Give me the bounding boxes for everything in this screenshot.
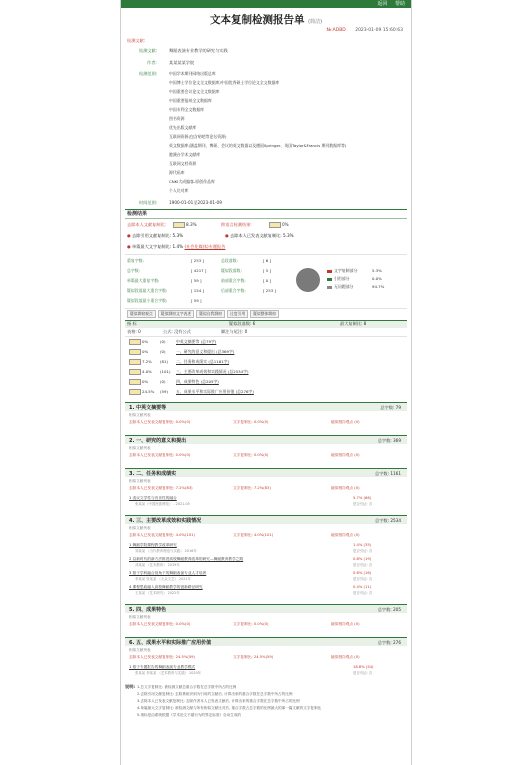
range-item: 中国学术期刊网络出版总库 [169, 71, 216, 76]
segment-row [129, 379, 219, 385]
time-label: 时间范围: [139, 200, 158, 205]
report-title-sub: (简洁) [308, 19, 323, 25]
range-item: 源代码库 [169, 170, 185, 175]
section-ratio: 文字复制比: 0.0%(0) [233, 420, 269, 424]
range-item: CNKI大成编客-原创作品库 [169, 179, 215, 184]
divider [125, 254, 407, 255]
stat-value: [ 4217 ] [191, 268, 207, 273]
notes-line: 3.去除本人已发表文献复制比: 去除作者本人已发表文献后, 计算出来的重合字数在总字数中所占的比例 [137, 699, 300, 703]
segment-bar [129, 379, 141, 385]
results-title: 检测结果 [127, 211, 148, 217]
quote-bar [269, 222, 281, 228]
segment-row [129, 339, 216, 345]
table-head-col3: 最大复制比: 8 [340, 321, 367, 326]
segment-num: (101) [160, 369, 171, 374]
section-title: 3. 二、任务和成绩实 [129, 471, 177, 477]
legend-item [327, 268, 382, 274]
similar-doc-title[interactable]: 3 基于学科融合视角下的舞蹈表演专业人才培养 [129, 571, 207, 575]
legend-label: 引用部分 [334, 276, 350, 281]
similar-doc-tag: 是否引证: 否 [353, 502, 373, 506]
range-item: 个人比对库 [169, 188, 189, 193]
segment-row [129, 349, 234, 355]
section-ratio: 去除本人已发表文献复制比: 0.0%(0) [129, 420, 191, 424]
section-ratio: 文字复制比: 0.0%(0) [233, 453, 269, 457]
title-value: 舞蹈表演专业教学的研究与实践 [169, 48, 228, 53]
section-sublabel: 相似文献列表 [129, 648, 151, 652]
similar-doc-meta: 李某某 张某某 《大众文艺》 2021年 [135, 577, 191, 581]
notes-line: 1.总文字复制比: 被检测文献总重合字数在总字数中所占的比例 [137, 685, 237, 689]
section-count: 总字数: 276 [377, 640, 401, 645]
similar-doc-tag: 是否引证: 否 [353, 671, 373, 675]
title-label: 检测文献: [139, 48, 158, 53]
section-title: 5. 四、成果特色 [129, 607, 167, 613]
legend-swatch [327, 270, 332, 273]
range-item: 中国重要报纸全文数据库 [169, 98, 212, 103]
similar-doc-pct: 1.4% (35) [353, 543, 372, 547]
section-count: 总字数: 1161 [375, 471, 401, 476]
segment-name[interactable]: 一、研究的意义和提出 (总369字) [176, 349, 235, 354]
ref-label: 去除引用文献复制比: [132, 233, 172, 238]
filter-button[interactable]: 疑似剽窃观点 [127, 310, 156, 318]
section-ratio: 文字复制比: 24.5%(59) [233, 655, 274, 659]
notes-line: 5.指标是由系统根据《学术论文不端行为的界定标准》自动生成的 [137, 713, 242, 717]
section-sublabel: 相似文献列表 [129, 413, 151, 417]
section-sublabel: 相似文献列表 [129, 479, 151, 483]
section-ratio: 疑似剽窃观点 (0) [331, 453, 360, 457]
self-value: 5.3% [283, 233, 294, 238]
quote-value-wrap [269, 222, 289, 228]
ref-value: 5.3% [172, 233, 184, 238]
section-sublabel: 相似文献列表 [129, 446, 151, 450]
section-ratio: 去除本人已发表文献复制比: 0.0%(0) [129, 453, 191, 457]
segment-pct: 4.0% [142, 369, 152, 374]
filter-button[interactable]: 疑似剽窃文字表述 [158, 310, 194, 318]
section-sublabel: 相似文献列表 [129, 615, 151, 619]
range-item: 中国专利全文数据库 [169, 107, 205, 112]
stat-label: 单篇最大重复字数: [127, 278, 160, 283]
section-count: 总字数: 79 [380, 405, 401, 410]
segment-name[interactable]: 五、成果水平和实际推广应用价值 (总276字) [176, 389, 254, 394]
similar-doc-meta: 刘某某 《当代教育理论与实践》 2016年 [135, 549, 197, 553]
top-links [371, 0, 405, 7]
range-item: 港澳台学术文献库 [169, 152, 201, 157]
single-row [127, 244, 225, 250]
section-header [125, 604, 407, 613]
legend-item [327, 284, 384, 290]
stat-value: [ 253 ] [191, 258, 204, 263]
self-warn-icon: ● [225, 233, 229, 238]
stat-label: 前部重合字数: [221, 278, 246, 283]
similar-doc-meta: 邓某某 《艺术教育》 2019年 [135, 563, 180, 567]
notes-label: 说明: [125, 684, 136, 689]
similar-doc-pct: 5.7% (66) [353, 496, 372, 500]
section-header [125, 515, 407, 524]
similar-doc-meta: 王某某 《艺术研究》 2022年 [135, 591, 180, 595]
report-title [121, 12, 411, 27]
time-value: 1900-01-01至2023-01-09 [169, 200, 222, 205]
segment-num: (0) [160, 379, 166, 384]
section-title: 2. 一、研究的意义和提出 [129, 438, 187, 444]
ref-row [127, 233, 183, 239]
segment-row [129, 359, 229, 365]
section-ratio: 文字复制比: 4.0%(101) [233, 533, 274, 537]
similar-doc-title[interactable]: 4 课程思政融入高校舞蹈教学的创新路径研究 [129, 585, 203, 589]
section-ratio: 去除本人已发表文献复制比: 4.0%(101) [129, 533, 195, 537]
segment-num: (59) [160, 389, 168, 394]
row-head-a: 表格: 0 [127, 329, 141, 334]
segment-bar [129, 389, 141, 395]
self-label: 去除本人已发表文献复制比: [230, 233, 282, 238]
similar-doc-tag: 是否引证: 否 [353, 563, 373, 567]
stat-value: [ 6 ] [263, 258, 271, 263]
stat-value: [ 59 ] [191, 278, 202, 283]
similar-doc-tag: 是否引证: 否 [353, 591, 373, 595]
legend-value: 5.3% [372, 268, 382, 273]
section-title: 1. 中英文摘要等 [129, 405, 167, 411]
segment-bar [129, 359, 141, 365]
top-bar [121, 0, 411, 8]
report-title-text: 文本复制检测报告单 [209, 14, 305, 26]
report-meta [326, 28, 403, 33]
segment-bar [129, 339, 141, 345]
legend-value: 94.7% [372, 284, 385, 289]
table-head-col2: 疑似段落数: 6 [229, 321, 256, 326]
single-value: 1.4% [172, 244, 184, 249]
section-title: 6. 五、成果水平和实际推广应用价值 [129, 640, 212, 646]
stat-value: [ 59 ] [191, 298, 202, 303]
total-label: 去除本人文献复制比: [127, 222, 167, 227]
notes-line: 4.单篇最大文字复制比: 被检测文献与所有相似文献比对后, 重合字数占总字数的比例最大的那一篇文献的文字复制比 [137, 706, 322, 710]
legend-item [327, 276, 382, 282]
filter-button-row [127, 310, 281, 318]
range-item: 中国博士学位论文全文数据库/中国优秀硕士学位论文全文数据库 [169, 80, 280, 85]
single-name-link[interactable]: (社会化媒体)专题报告 [184, 244, 226, 249]
single-warn-icon: ● [127, 244, 131, 249]
segment-bar [129, 369, 141, 375]
segment-name[interactable]: 三、主要改革成效和实践情况 (总2534字) [176, 369, 249, 374]
pie-chart [296, 268, 320, 292]
similar-doc-pct: 0.8% (19) [353, 557, 372, 561]
section-title: 4. 三、主要改革成效和实践情况 [129, 518, 202, 524]
self-row [225, 233, 294, 239]
segment-pct: 0% [142, 339, 149, 344]
range-item: 英文数据库(涵盖期刊、博硕、会议的英文数据以及德国Springer、英国Taylor&Francis 期刊数据库等) [169, 143, 347, 148]
single-label: 单篇最大文字复制比: [132, 244, 172, 249]
similar-doc-pct: 18.8% (54) [353, 665, 374, 669]
range-item: 图书资源 [169, 116, 185, 121]
similar-doc-tag: 是否引证: 否 [353, 577, 373, 581]
section-header [125, 468, 407, 477]
section-sublabel: 相似文献列表 [129, 526, 151, 530]
similar-doc-pct: 0.4% (11) [353, 585, 372, 589]
legend-value: 0.0% [372, 276, 382, 281]
stat-label: 总段落数: [221, 258, 238, 263]
section-header [125, 435, 407, 444]
filter-button[interactable]: 疑似自我剽窃 [196, 310, 225, 318]
stat-label: 疑似段落最大重合字数: [127, 288, 168, 293]
segment-pct: 0% [142, 349, 149, 354]
row-head-c: 脚注与尾注: 0 [221, 329, 248, 334]
segment-num: (81) [160, 359, 168, 364]
section-ratio: 疑似剽窃观点 (0) [331, 420, 360, 424]
quote-label: 跨语言检测结果: [221, 222, 252, 227]
stat-value: [ 0 ] [263, 278, 271, 283]
row-head-b: 公式: 没有公式 [163, 329, 191, 334]
segment-pct: 7.2% [142, 359, 152, 364]
quote-value: 0% [282, 222, 289, 227]
author-label: 作者: [147, 60, 157, 65]
section-ratio: 去除本人已发表文献复制比: 0.0%(0) [129, 622, 191, 626]
section-ratio: 疑似剽窃观点 (0) [331, 622, 360, 626]
section-ratio: 疑似剽窃观点 (0) [331, 486, 360, 490]
range-item: 中国重要会议论文全文数据库 [169, 89, 220, 94]
segment-name[interactable]: 四、成果特色 (总205字) [176, 379, 219, 384]
stat-label: 后部重合字数: [221, 288, 246, 293]
notes-line: 2.去除引用文献复制比: 去除系统识别为引用的文献后, 计算出来的重合字数在总字数中所占的比例 [137, 692, 293, 696]
section-count: 总字数: 2534 [375, 518, 401, 523]
divider [125, 209, 407, 210]
similar-doc-meta: 张某某 李某某 《艺术教育与实践》 2020年 [135, 671, 202, 675]
segment-pct: 0% [142, 379, 149, 384]
report-paper [120, 0, 412, 765]
similar-doc-title[interactable]: 1 浅议文学性与音乐性的融合 [129, 496, 177, 500]
back-link[interactable]: 返回 [377, 1, 388, 7]
total-bar [173, 222, 185, 228]
legend-swatch [327, 286, 332, 289]
stat-value: [ 154 ] [191, 288, 204, 293]
similar-doc-pct: 0.6% (16) [353, 571, 372, 575]
range-item: 互联网文档资源 [169, 161, 197, 166]
author-value: 某某某某学院 [169, 60, 195, 65]
stat-label: 疑似段落最小重合字数: [127, 298, 168, 303]
section-count: 总字数: 369 [377, 438, 401, 443]
similar-doc-tag: 是否引证: 否 [353, 549, 373, 553]
stat-label: 重复字数: [127, 258, 144, 263]
divider [125, 308, 407, 309]
section-count: 总字数: 205 [377, 607, 401, 612]
total-value-wrap [173, 222, 197, 228]
segment-row [129, 369, 249, 375]
section-ratio: 疑似剽窃观点 (0) [331, 533, 360, 537]
similar-doc-meta: 张某某《中国民族博览》 - 2021-05 [135, 502, 190, 506]
segment-bar [129, 349, 141, 355]
stat-label: 总字数: [127, 268, 140, 273]
segment-num: (0) [160, 349, 166, 354]
section-ratio: 疑似剽窃观点 (0) [331, 655, 360, 659]
legend-swatch [327, 278, 332, 281]
range-label: 检测范围: [139, 71, 158, 76]
report-id: №:ADBD [326, 28, 346, 33]
segment-name[interactable]: 中英文摘要等 (总79字) [176, 339, 217, 344]
segment-pct: 24.5% [142, 389, 155, 394]
section-ratio: 文字复制比: 0.0%(0) [233, 622, 269, 626]
ref-warn-icon: ● [127, 233, 131, 238]
stat-value: [ 5 ] [263, 268, 271, 273]
report-time: 2023-01-09 15:60:63 [355, 28, 403, 33]
section-header [125, 402, 407, 411]
filter-button[interactable]: 过度引用 [227, 310, 248, 318]
total-value: 8.3% [186, 222, 197, 227]
section-header [125, 637, 407, 646]
segment-name[interactable]: 二、任务和成绩实 (总1161字) [176, 359, 230, 364]
legend-label: 文字复制部分 [334, 268, 358, 273]
filter-button[interactable]: 疑似整体剽窃 [250, 310, 279, 318]
stat-value: [ 253 ] [263, 288, 276, 293]
similar-doc-title[interactable]: 1 基于专题报告的舞蹈表演专业教学模式 [129, 665, 196, 669]
section-label: 检测文献: [127, 38, 146, 43]
table-head [125, 320, 407, 328]
similar-doc-title[interactable]: 2 以新时代的新方法推进高校舞蹈教育改革的研究—舞蹈教育教学之路 [129, 557, 244, 561]
help-link[interactable]: 帮助 [394, 1, 405, 7]
divider [125, 336, 407, 337]
range-item: 互联网资源(包含贴吧等论坛资源) [169, 134, 227, 139]
legend-label: 无问题部分 [334, 284, 354, 289]
segment-row [129, 389, 254, 395]
table-head-col1: 指 标 [127, 321, 137, 326]
section-ratio: 去除本人已发表文献复制比: 24.5%(59) [129, 655, 195, 659]
divider [125, 218, 407, 219]
range-item: 优先出版文献库 [169, 125, 197, 130]
stat-label: 疑似段落数: [221, 268, 242, 273]
section-ratio: 去除本人已发表文献复制比: 7.2%(83) [129, 486, 193, 490]
section-ratio: 文字复制比: 7.2%(83) [233, 486, 271, 490]
segment-num: (0) [160, 339, 166, 344]
similar-doc-title[interactable]: 1 舞蹈学院课程教学改革研究 [129, 543, 177, 547]
